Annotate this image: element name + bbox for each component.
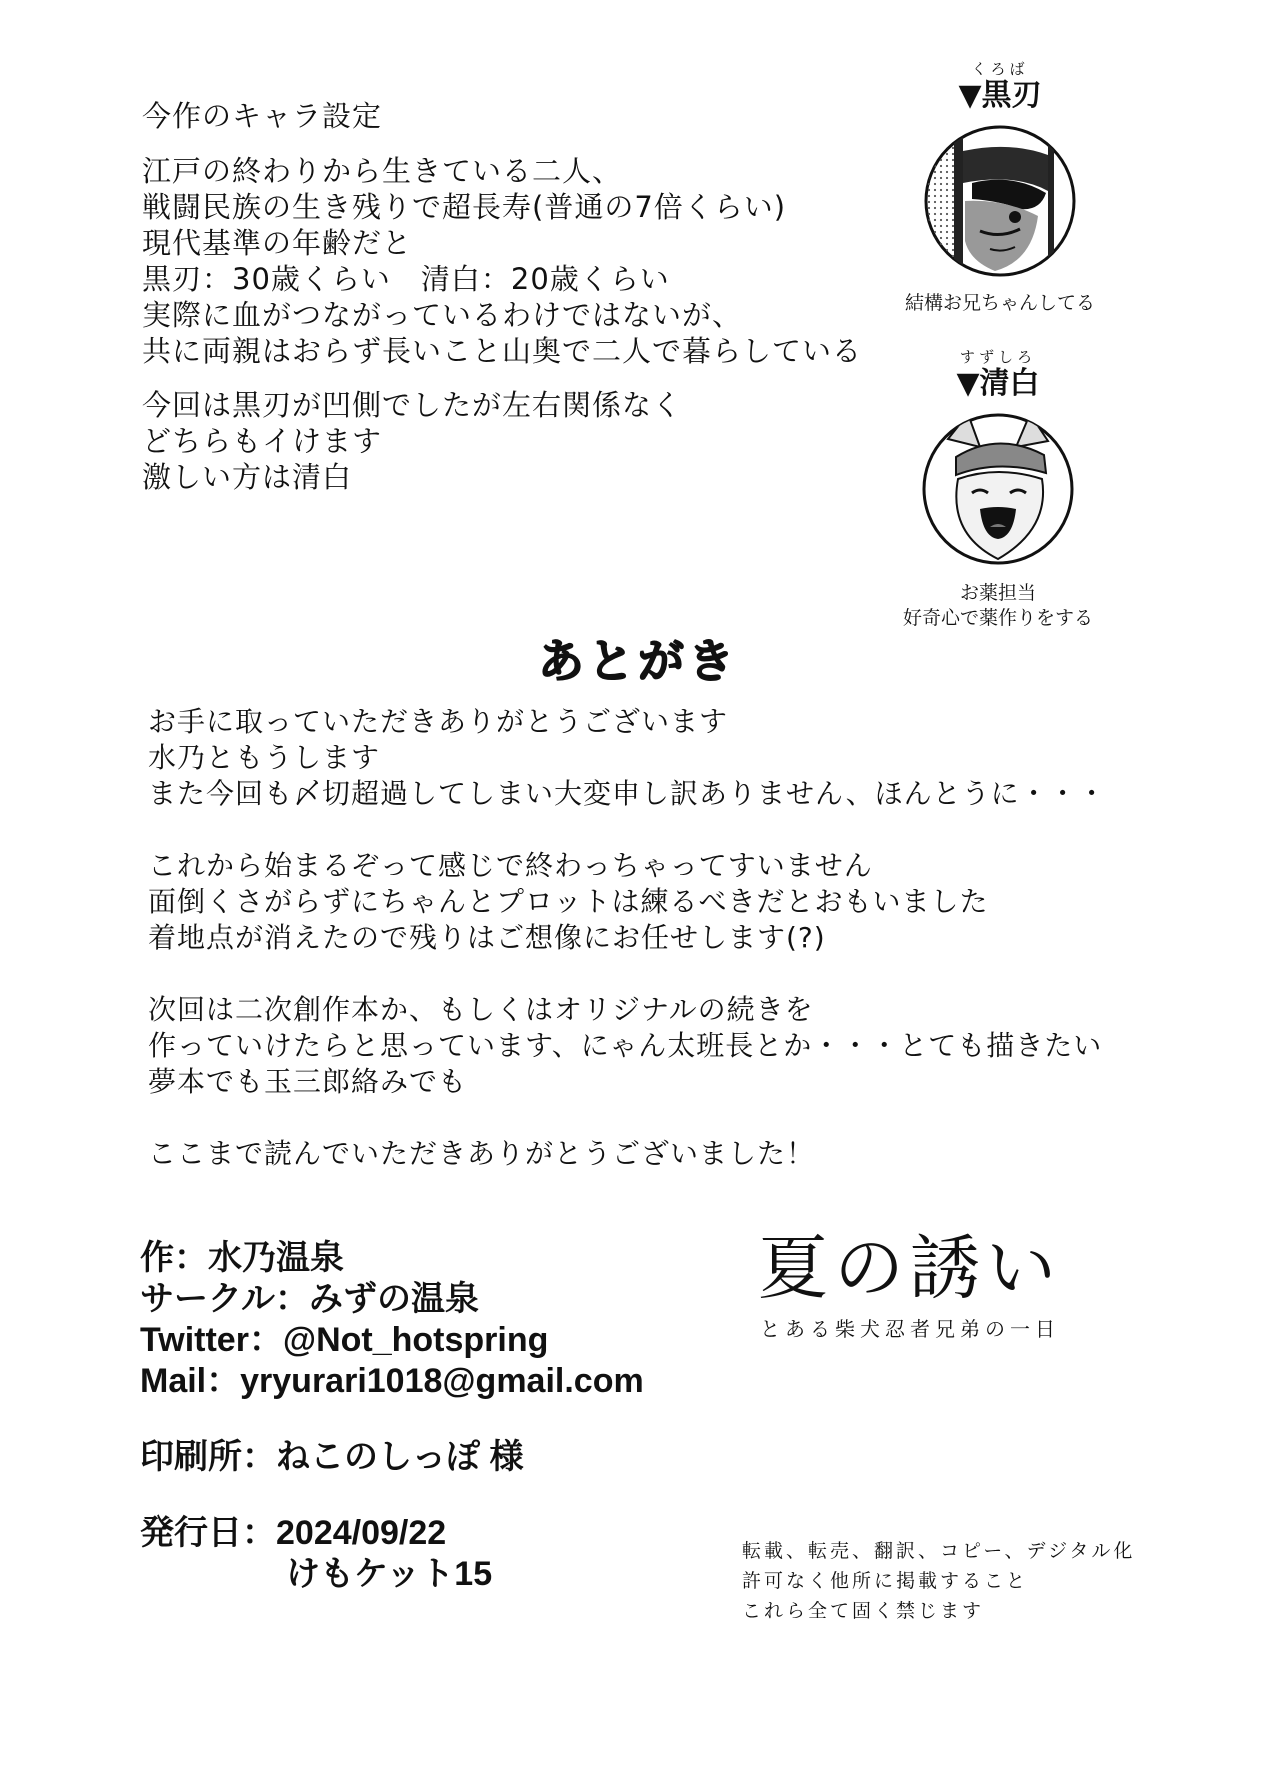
character-kuroba (880, 58, 1120, 316)
text-line: 次回は二次創作本か、もしくはオリジナルの続きを (148, 993, 814, 1026)
text-line: 戦闘民族の生き残りで超長寿(普通の7倍くらい) (142, 190, 787, 224)
logo-title: 夏の誘い (758, 1227, 1062, 1309)
suzushiro-portrait (918, 409, 1078, 569)
text-line: 現代基準の年齢だと (142, 226, 413, 260)
afterword-paragraph (148, 704, 1107, 812)
settings-paragraph-2 (142, 387, 862, 495)
settings-paragraph-1 (142, 153, 862, 369)
character-name: ▼黒刃 (958, 78, 1042, 113)
kuroba-portrait (920, 121, 1080, 281)
afterword-paragraph (148, 1136, 1107, 1172)
character-caption: 好奇心で薬作りをする (902, 607, 1093, 629)
text-line: ここまで読んでいただきありがとうございました！ (148, 1137, 816, 1170)
title-logo (745, 1225, 1075, 1342)
text-line: 江戸の終わりから生きている二人、 (142, 154, 623, 188)
text-line: お手に取っていただきありがとうございます (148, 705, 729, 738)
text-line: 水乃ともうします (148, 741, 381, 774)
afterword-paragraph (148, 992, 1107, 1100)
text-line: 黒刃：30歳くらい 清白：20歳くらい (142, 262, 670, 296)
credit-twitter: Twitter：@Not_hotspring (140, 1321, 549, 1359)
credits (140, 1238, 644, 1595)
notice-line: 許可なく他所に掲載すること (742, 1570, 1029, 1592)
character-caption: 結構お兄ちゃんしてる (904, 292, 1095, 314)
character-ruby: くろば (971, 60, 1029, 78)
notice-line: 転載、転売、翻訳、コピー、デジタル化 (742, 1540, 1136, 1562)
credit-circle: サークル：みずの温泉 (140, 1280, 479, 1318)
credit-mail: Mail：yryurari1018@gmail.com (140, 1362, 644, 1400)
character-ruby: すずしろ (959, 348, 1037, 366)
credit-author: 作：水乃温泉 (140, 1239, 344, 1277)
character-settings (142, 94, 862, 495)
character-caption: お薬担当 (959, 582, 1036, 604)
character-settings-heading: 今作のキャラ設定 (142, 99, 383, 133)
text-line: 夢本でも玉三郎絡みでも (148, 1065, 468, 1098)
text-line: これから始まるぞって感じで終わっちゃってすいません (148, 849, 873, 882)
logo-subtitle: とある柴犬忍者兄弟の一日 (760, 1317, 1060, 1341)
text-line: また今回も〆切超過してしまい大変申し訳ありません、ほんとうに・・・ (148, 777, 1107, 810)
credit-printer: 印刷所：ねこのしっぽ 様 (140, 1438, 524, 1476)
text-line: 今回は黒刃が凹側でしたが左右関係なく (142, 388, 683, 422)
credit-date: 発行日：2024/09/22 (140, 1514, 447, 1552)
copyright-notice (742, 1536, 1135, 1626)
afterword-title: あとがき (538, 634, 738, 688)
text-line: 共に両親はおらず長いこと山奥で二人で暮らしている (142, 334, 863, 368)
text-line: 実際に血がつながっているわけではないが、 (142, 298, 743, 332)
credit-event: けもケット15 (286, 1555, 493, 1593)
afterword-paragraph (148, 848, 1107, 956)
afterword-body (148, 704, 1107, 1172)
text-line: 作っていけたらと思っています、にゃん太班長とか・・・とても描きたい (148, 1029, 1103, 1062)
text-line: 着地点が消えたので残りはご想像にお任せします(?) (148, 921, 826, 954)
text-line: 激しい方は清白 (142, 460, 353, 494)
text-line: 面倒くさがらずにちゃんとプロットは練るべきだとおもいました (148, 885, 989, 918)
character-name: ▼清白 (956, 366, 1040, 401)
text-line: どちらもイけます (142, 424, 383, 458)
notice-line: これら全て固く禁じます (742, 1600, 985, 1622)
character-suzushiro (878, 346, 1118, 631)
